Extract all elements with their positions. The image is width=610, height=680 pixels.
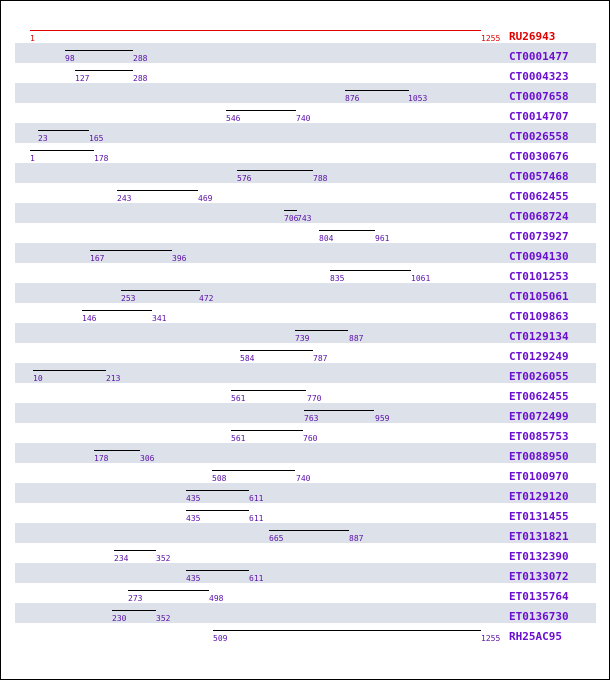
match-start: 435 bbox=[186, 514, 201, 523]
match-bar bbox=[237, 170, 313, 171]
sequence-label[interactable]: RH25AC95 bbox=[509, 630, 562, 643]
sequence-label[interactable]: ET0062455 bbox=[509, 390, 569, 403]
sequence-label[interactable]: CT0094130 bbox=[509, 250, 569, 263]
match-start: 178 bbox=[94, 454, 109, 463]
match-bar bbox=[186, 490, 249, 491]
match-end: 788 bbox=[313, 174, 328, 183]
reference-label[interactable]: RU26943 bbox=[509, 30, 556, 43]
match-bar bbox=[304, 410, 374, 411]
match-end: 770 bbox=[307, 394, 322, 403]
sequence-label[interactable]: CT0129249 bbox=[509, 350, 569, 363]
match-bar bbox=[295, 330, 348, 331]
match-bar bbox=[319, 230, 375, 231]
match-bar bbox=[112, 610, 156, 611]
match-end: 165 bbox=[89, 134, 104, 143]
match-start: 546 bbox=[226, 114, 241, 123]
match-start: 706 bbox=[284, 214, 299, 223]
match-bar bbox=[284, 210, 297, 211]
match-end: 740 bbox=[296, 474, 311, 483]
match-bar bbox=[38, 130, 89, 131]
match-end: 1053 bbox=[408, 94, 428, 103]
match-end: 1255 bbox=[481, 634, 501, 643]
sequence-label[interactable]: ET0085753 bbox=[509, 430, 569, 443]
sequence-label[interactable]: CT0129134 bbox=[509, 330, 569, 343]
sequence-label[interactable]: ET0136730 bbox=[509, 610, 569, 623]
sequence-label[interactable]: CT0073927 bbox=[509, 230, 569, 243]
match-bar bbox=[231, 430, 303, 431]
sequence-label[interactable]: ET0026055 bbox=[509, 370, 569, 383]
match-bar bbox=[212, 470, 295, 471]
match-bar bbox=[30, 150, 94, 151]
match-end: 740 bbox=[296, 114, 311, 123]
sequence-label[interactable]: ET0131455 bbox=[509, 510, 569, 523]
sequence-label[interactable]: CT0007658 bbox=[509, 90, 569, 103]
match-end: 213 bbox=[106, 374, 121, 383]
match-end: 352 bbox=[156, 614, 171, 623]
match-end: 469 bbox=[198, 194, 213, 203]
match-start: 665 bbox=[269, 534, 284, 543]
reference-end: 1255 bbox=[481, 34, 501, 43]
match-start: 576 bbox=[237, 174, 252, 183]
match-start: 584 bbox=[240, 354, 255, 363]
match-start: 435 bbox=[186, 494, 201, 503]
match-bar bbox=[117, 190, 198, 191]
match-bar bbox=[75, 70, 133, 71]
match-bar bbox=[65, 50, 133, 51]
match-end: 743 bbox=[297, 214, 312, 223]
match-end: 306 bbox=[140, 454, 155, 463]
sequence-label[interactable]: ET0129120 bbox=[509, 490, 569, 503]
sequence-label[interactable]: CT0101253 bbox=[509, 270, 569, 283]
match-start: 253 bbox=[121, 294, 136, 303]
sequence-label[interactable]: CT0105061 bbox=[509, 290, 569, 303]
match-end: 887 bbox=[349, 534, 364, 543]
match-start: 146 bbox=[82, 314, 97, 323]
match-start: 561 bbox=[231, 394, 246, 403]
sequence-label[interactable]: CT0109863 bbox=[509, 310, 569, 323]
match-start: 508 bbox=[212, 474, 227, 483]
match-end: 396 bbox=[172, 254, 187, 263]
sequence-label[interactable]: CT0026558 bbox=[509, 130, 569, 143]
match-bar bbox=[226, 110, 296, 111]
match-start: 273 bbox=[128, 594, 143, 603]
sequence-label[interactable]: CT0001477 bbox=[509, 50, 569, 63]
match-start: 835 bbox=[330, 274, 345, 283]
match-end: 498 bbox=[209, 594, 224, 603]
match-start: 804 bbox=[319, 234, 334, 243]
sequence-label[interactable]: ET0133072 bbox=[509, 570, 569, 583]
match-bar bbox=[186, 570, 249, 571]
sequence-label[interactable]: CT0030676 bbox=[509, 150, 569, 163]
match-end: 611 bbox=[249, 514, 264, 523]
match-start: 435 bbox=[186, 574, 201, 583]
match-end: 961 bbox=[375, 234, 390, 243]
sequence-label[interactable]: CT0057468 bbox=[509, 170, 569, 183]
match-start: 1 bbox=[30, 154, 35, 163]
sequence-label[interactable]: ET0132390 bbox=[509, 550, 569, 563]
match-bar bbox=[186, 510, 249, 511]
match-end: 288 bbox=[133, 74, 148, 83]
match-end: 288 bbox=[133, 54, 148, 63]
sequence-label[interactable]: ET0088950 bbox=[509, 450, 569, 463]
match-start: 98 bbox=[65, 54, 75, 63]
match-end: 611 bbox=[249, 494, 264, 503]
match-start: 234 bbox=[114, 554, 129, 563]
match-bar bbox=[121, 290, 200, 291]
match-start: 763 bbox=[304, 414, 319, 423]
match-start: 127 bbox=[75, 74, 90, 83]
match-end: 787 bbox=[313, 354, 328, 363]
match-bar bbox=[114, 550, 156, 551]
match-bar bbox=[128, 590, 209, 591]
match-bar bbox=[345, 90, 409, 91]
match-start: 23 bbox=[38, 134, 48, 143]
match-end: 1061 bbox=[411, 274, 431, 283]
sequence-label[interactable]: CT0004323 bbox=[509, 70, 569, 83]
match-start: 243 bbox=[117, 194, 132, 203]
match-bar bbox=[33, 370, 106, 371]
match-bar bbox=[240, 350, 313, 351]
match-end: 611 bbox=[249, 574, 264, 583]
match-bar bbox=[231, 390, 306, 391]
match-bar bbox=[94, 450, 140, 451]
match-bar bbox=[213, 630, 481, 631]
match-start: 10 bbox=[33, 374, 43, 383]
match-start: 876 bbox=[345, 94, 360, 103]
match-end: 352 bbox=[156, 554, 171, 563]
match-end: 887 bbox=[349, 334, 364, 343]
match-start: 509 bbox=[213, 634, 228, 643]
sequence-label[interactable]: CT0068724 bbox=[509, 210, 569, 223]
match-end: 341 bbox=[152, 314, 167, 323]
sequence-label[interactable]: ET0072499 bbox=[509, 410, 569, 423]
sequence-label[interactable]: CT0014707 bbox=[509, 110, 569, 123]
match-bar bbox=[90, 250, 172, 251]
match-start: 167 bbox=[90, 254, 105, 263]
reference-bar bbox=[30, 30, 481, 31]
match-start: 561 bbox=[231, 434, 246, 443]
match-start: 739 bbox=[295, 334, 310, 343]
match-bar bbox=[82, 310, 152, 311]
sequence-label[interactable]: ET0135764 bbox=[509, 590, 569, 603]
sequence-label[interactable]: ET0131821 bbox=[509, 530, 569, 543]
reference-start: 1 bbox=[30, 34, 35, 43]
match-bar bbox=[330, 270, 411, 271]
sequence-label[interactable]: CT0062455 bbox=[509, 190, 569, 203]
match-end: 959 bbox=[375, 414, 390, 423]
match-start: 230 bbox=[112, 614, 127, 623]
match-end: 472 bbox=[199, 294, 214, 303]
match-bar bbox=[269, 530, 349, 531]
sequence-label[interactable]: ET0100970 bbox=[509, 470, 569, 483]
match-end: 178 bbox=[94, 154, 109, 163]
match-end: 760 bbox=[303, 434, 318, 443]
